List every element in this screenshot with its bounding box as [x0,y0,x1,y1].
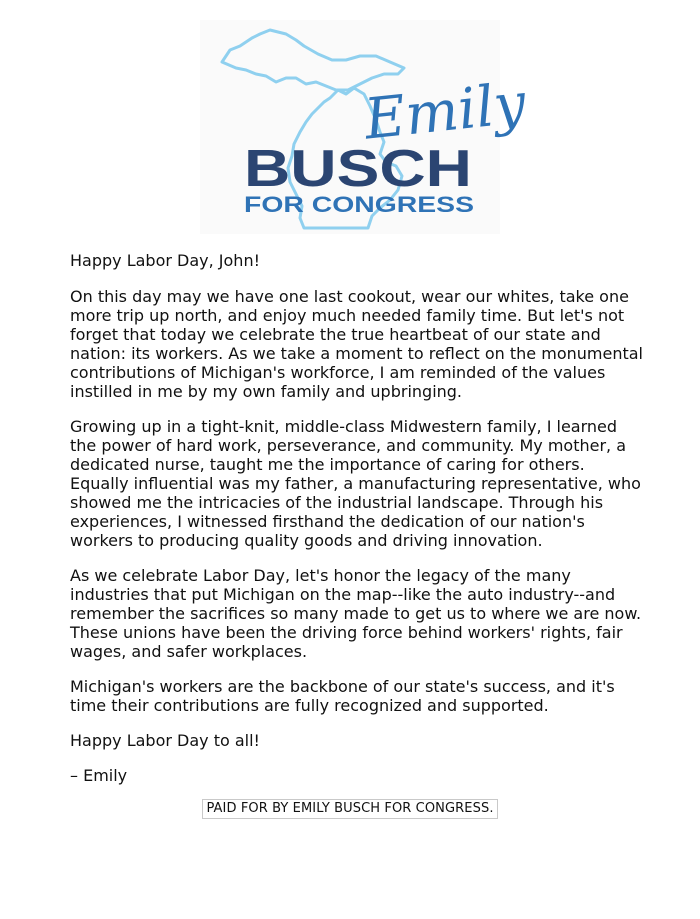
paragraph: Michigan's workers are the backbone of our state's success, and it's time their contributions are fully recognized and supported. [70,677,615,715]
disclaimer-container [0,797,700,819]
paid-for-disclaimer: PAID FOR BY EMILY BUSCH FOR CONGRESS. [202,799,497,819]
greeting: Happy Labor Day, John! [70,251,260,270]
signature: – Emily [70,766,128,785]
closing-line: Happy Labor Day to all! [70,731,260,750]
campaign-logo [200,20,529,234]
logo-first-name: Emily [361,71,529,153]
paragraph: As we celebrate Labor Day, let's honor the legacy of the many industries that put Michigan on the map--like the auto industry--and remember the sacrifices so many made to get us to where we are now. These unions have been the driving force behind workers' rights, fair wages, and safer workplaces. [70,566,642,661]
letter-body [70,251,645,801]
logo-last-name: BUSCH [244,140,472,198]
paragraph: Growing up in a tight-knit, middle-class Midwestern family, I learned the power of hard work, perseverance, and community. My mother, a dedicated nurse, taught me the importance of caring for others. Equally influential was my father, a manufacturing representative, who showed me the intricacies of the industrial landscape. Through his experiences, I witnessed firsthand the dedication of our nation's workers to producing quality goods and driving innovation. [70,417,641,550]
logo-graphic [200,20,529,234]
paragraph: On this day may we have one last cookout, wear our whites, take one more trip up north, and enjoy much needed family time. But let's not forget that today we celebrate the true heartbeat of our state and nation: its workers. As we take a moment to reflect on the monumental contributions of Michigan's workforce, I am reminded of the values instilled in me by my own family and upbringing. [70,287,643,401]
logo-tagline: FOR CONGRESS [244,192,474,217]
